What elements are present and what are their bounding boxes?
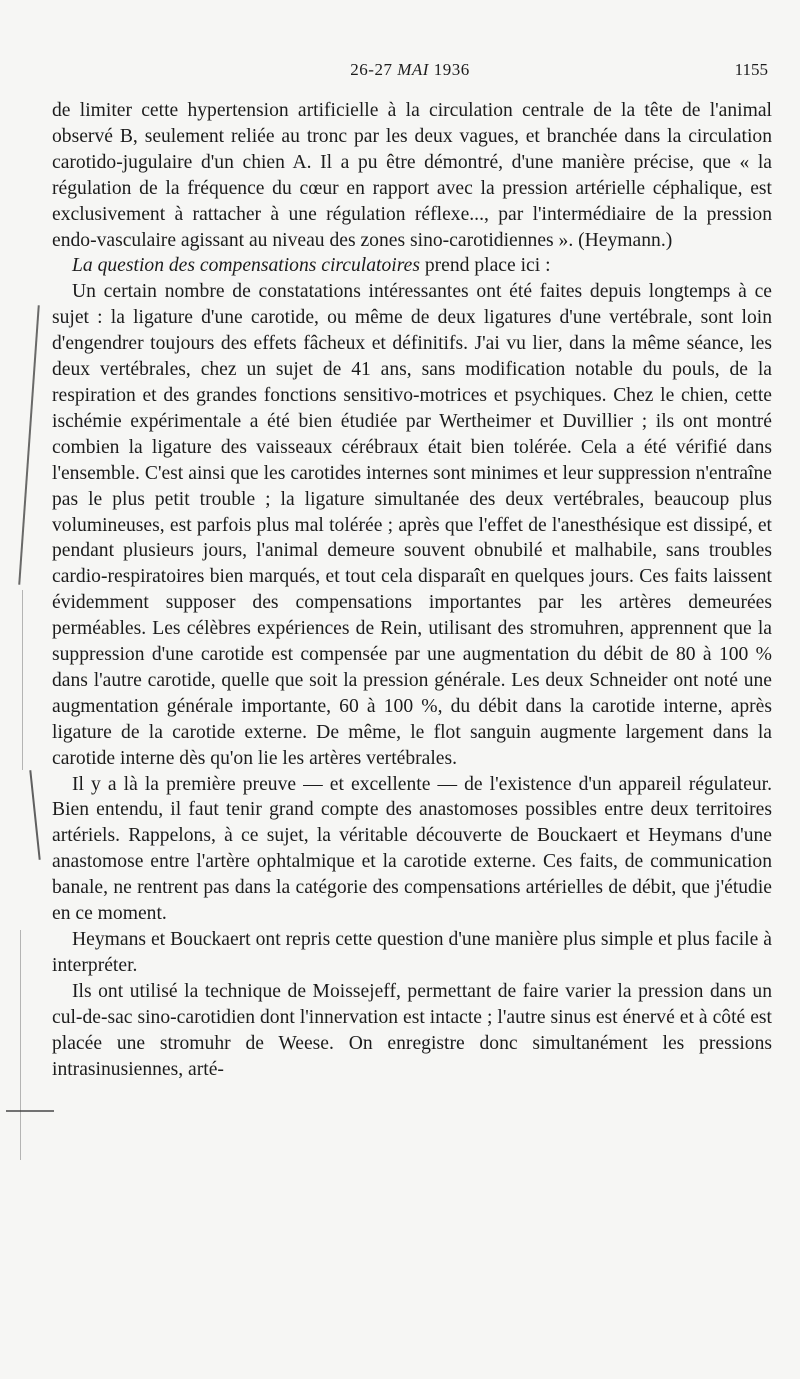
margin-pencil-line-3 bbox=[20, 930, 21, 1160]
issue-date bbox=[52, 60, 768, 80]
margin-pencil-bracket bbox=[29, 770, 40, 860]
running-header bbox=[52, 60, 768, 86]
paragraph-2 bbox=[52, 253, 772, 279]
margin-pencil-dash bbox=[6, 1110, 54, 1112]
section-lead-italic: La question des compensations circulatoires bbox=[72, 255, 420, 277]
paragraph-6: Ils ont utilisé la technique de Moissejeff, permettant de faire varier la pression dans un cul-de-sac sino-carotidien dont l'innervation est intacte ; l'autre sinus est énervé et à côté est placée une stromuhr de Weese. On enregistre donc simultanément les pressions intrasinusiennes, arté- bbox=[52, 980, 772, 1080]
date-year: 1936 bbox=[433, 60, 470, 79]
margin-pencil-line-1 bbox=[18, 305, 39, 584]
body-text bbox=[52, 98, 772, 1082]
paragraph-4: Il y a là la première preuve — et excellente — de l'existence d'un appareil régulateur. Bien entendu, il faut tenir grand compte des anastomoses possibles entre deux territoires artériels. Rappelons, à ce sujet, la véritable découverte de Bouckaert et Heymans d'une anastomose entre l'artère ophtalmique et la carotide externe. Ces faits, de communication banale, ne rentrent pas dans la catégorie des compensations artérielles de débit, que j'étudie en ce moment. bbox=[52, 773, 772, 925]
paragraph-2-rest: prend place ici : bbox=[419, 255, 551, 277]
date-days: 26-27 bbox=[350, 60, 393, 79]
paragraph-5: Heymans et Bouckaert ont repris cette question d'une manière plus simple et plus facile à interpréter. bbox=[52, 929, 772, 976]
date-month: MAI bbox=[397, 60, 429, 79]
paragraph-3: Un certain nombre de constatations intéressantes ont été faites depuis longtemps à ce sujet : la ligature d'une carotide, ou même de deux ligatures d'une vertébrale, sont loin d'engendrer toujours des effets fâcheux et définitifs. J'ai vu lier, dans la même séance, les deux vertébrales, chez un sujet de 41 ans, sans modification notable du pouls, de la respiration et des grandes fonctions sensitivo-motrices et psychiques. Chez le chien, cette ischémie expérimentale a été bien étudiée par Wertheimer et Duvillier ; ils ont montré combien la ligature des vaisseaux cérébraux était bien tolérée. Cela a été vérifié dans l'ensemble. C'est ainsi que les carotides internes sont minimes et leur suppression n'entraîne pas le plus petit trouble ; la ligature simultanée des deux vertébrales, beaucoup plus volumineuses, est parfois plus mal tolérée ; après que l'effet de l'anesthésique est dissipé, et pendant plusieurs jours, l'animal demeure souvent obnubilé et malhabile, sans troubles cardio-respiratoires bien marqués, et tout cela disparaît en quelques jours. Ces faits laissent évidemment supposer des compensations importantes par les artères demeurées perméables. Les célèbres expériences de Rein, utilisant des stromuhren, apprennent que la suppression d'une carotide est compensée par une augmentation du débit de 80 à 100 % dans l'autre carotide, quelle que soit la pression générale. Les deux Schneider ont noté une augmentation générale importante, 60 à 100 %, du débit dans la carotide interne, après ligature de la carotide externe. De même, le flot sanguin augmente largement dans la carotide interne dès qu'on lie les artères vertébrales. bbox=[52, 281, 772, 769]
paragraph-1: de limiter cette hypertension artificielle à la circulation centrale de la tête de l'animal observé B, seulement reliée au tronc par les deux vagues, et branchée dans la circulation carotido-jugulaire d'un chien A. Il a pu être démontré, d'une manière précise, que « la régulation de la fréquence du cœur en rapport avec la pression artérielle céphalique, est exclusivement à rattacher à une régulation réflexe..., par l'intermédiaire de la pression endo-vasculaire agissant au niveau des zones sino-carotidiennes ». (Heymann.) bbox=[52, 100, 772, 251]
margin-pencil-line-2 bbox=[22, 590, 23, 770]
page-number: 1155 bbox=[734, 60, 768, 79]
